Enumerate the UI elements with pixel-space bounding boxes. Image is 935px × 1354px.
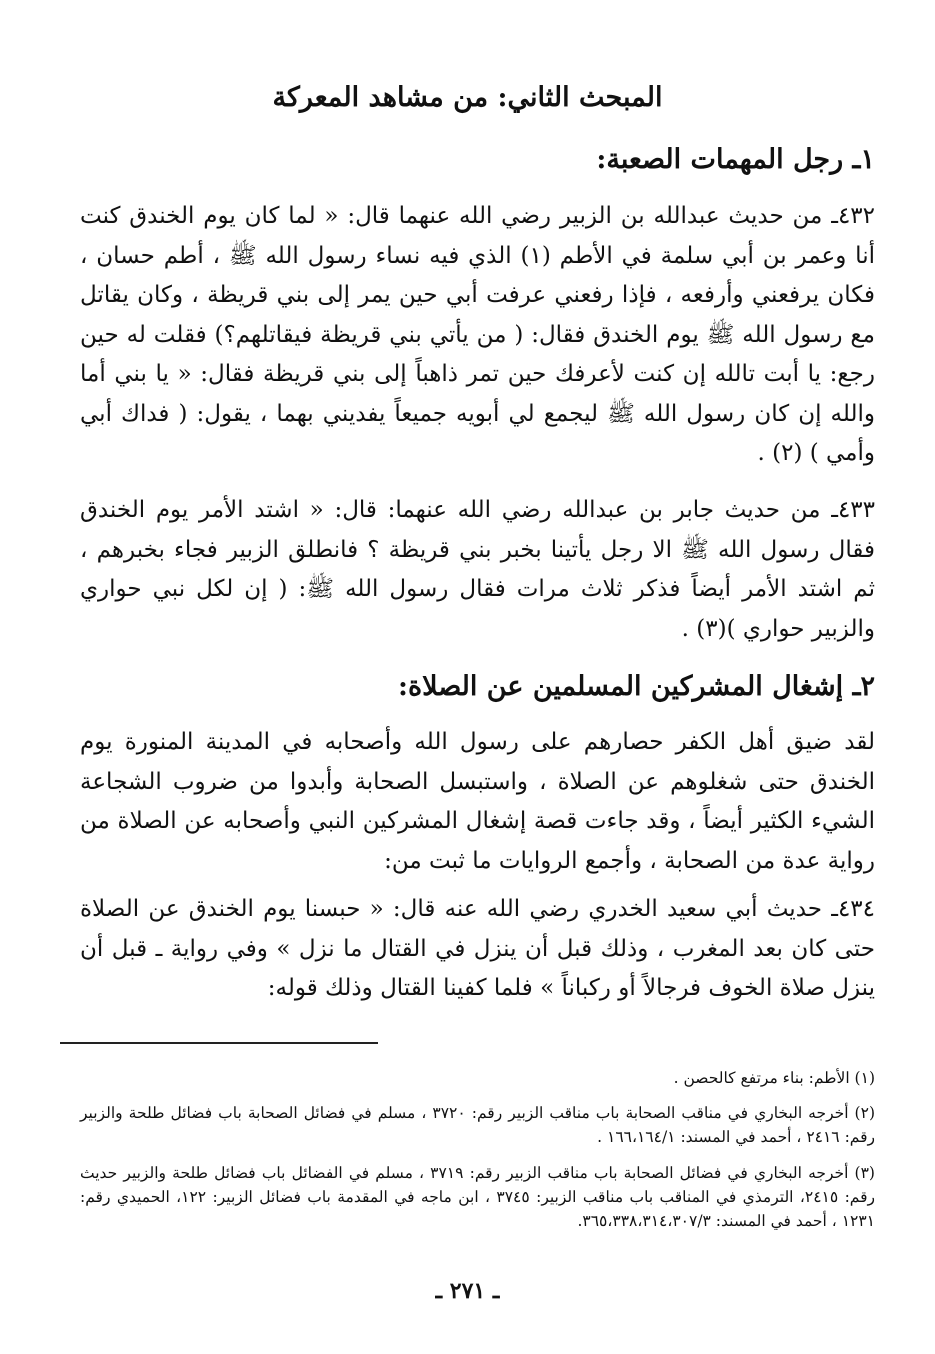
footnote-divider (60, 1042, 378, 1044)
intro-paragraph: لقد ضيق أهل الكفر حصارهم على رسول الله وأصحابه في المدينة المنورة يوم الخندق حتى شغلوهم عن الصلاة ، واستبسل الصحابة وأبدوا من ضروب الشجاعة الشيء الكثير أيضاً ، وقد جاءت قصة إشغال المشركين النبي وأصحابه عن الصلاة من رواية عدة من الصحابة ، وأجمع الروايات ما ثبت من: (80, 729, 875, 874)
chapter-title: المبحث الثاني: من مشاهد المعركة (272, 82, 663, 113)
footnote-3: (٣) أخرجه البخاري في فضائل الصحابة باب مناقب الزبير رقم: ٣٧١٩ ، مسلم في الفضائل باب فضائل طلحة والزبير حديث رقم: ٢٤١٥، الترمذي في المناقب باب مناقب الزبير: ٣٧٤٥ ، ابن ماجه في المقدمة باب فضائل الزبير: ١٢٢، الحميدي رقم: ١٢٣١ ، أحمد في المسند: ٣٦٥،٣٣٨،٣١٤،٣٠٧/٣. (80, 1164, 875, 1230)
hadith-432-paragraph: ٤٣٢ـ من حديث عبدالله بن الزبير رضي الله عنهما قال: « لما كان يوم الخندق كنت أنا وعمر بن أبي سلمة في الأطم (١) الذي فيه نساء رسول الله ﷺ ، أطم حسان ، فكان يرفعني وأرفعه ، فإذا رفعني عرفت أبي حين يمر إلى بني قريظة ، وكان يقاتل مع رسول الله ﷺ يوم الخندق فقال: ( من يأتي بني قريظة فيقاتلهم؟) فقلت له حين رجع: يا أبت تالله إن كنت لأعرفك حين تمر ذاهباً إلى بني قريظة فقال: « يا بني أما والله إن كان رسول الله ﷺ ليجمع لي أبويه جميعاً يفديني بهما ، يقول: ( فداك أبي وأمي ) (٢) . (80, 203, 876, 466)
footnote-2: (٢) أخرجه البخاري في مناقب الصحابة باب مناقب الزبير رقم: ٣٧٢٠ ، مسلم في فضائل الصحابة باب فضائل طلحة والزبير رقم: ٢٤١٦ ، أحمد في المسند: ١٦٦،١٦٤/١ . (80, 1104, 875, 1146)
hadith-433-paragraph: ٤٣٣ـ من حديث جابر بن عبدالله رضي الله عنهما: قال: « اشتد الأمر يوم الخندق فقال رسول الله ﷺ الا رجل يأتينا بخبر بني قريظة ؟ فانطلق الزبير فجاء بخبرهم ، ثم اشتد الأمر أيضاً فذكر ثلاث مرات فقال رسول الله ﷺ: ( إن لكل نبي حواري والزبير حواري )(٣) . (80, 497, 875, 642)
section-heading-2: ٢ـ إشغال المشركين المسلمين عن الصلاة: (398, 671, 875, 702)
page-number: ـ ٢٧١ ـ (435, 1278, 500, 1304)
section-heading-1: ١ـ رجل المهمات الصعبة: (596, 144, 875, 175)
footnote-1: (١) الأطم: بناء مرتفع كالحصن . (673, 1069, 875, 1087)
hadith-434-paragraph: ٤٣٤ـ حديث أبي سعيد الخدري رضي الله عنه قال: « حبسنا يوم الخندق عن الصلاة حتى كان بعد المغرب ، وذلك قبل أن ينزل في القتال ما نزل » وفي رواية ـ قبل أن ينزل صلاة الخوف فرجالاً أو ركباناً » فلما كفينا القتال وذلك قوله: (80, 896, 875, 1001)
